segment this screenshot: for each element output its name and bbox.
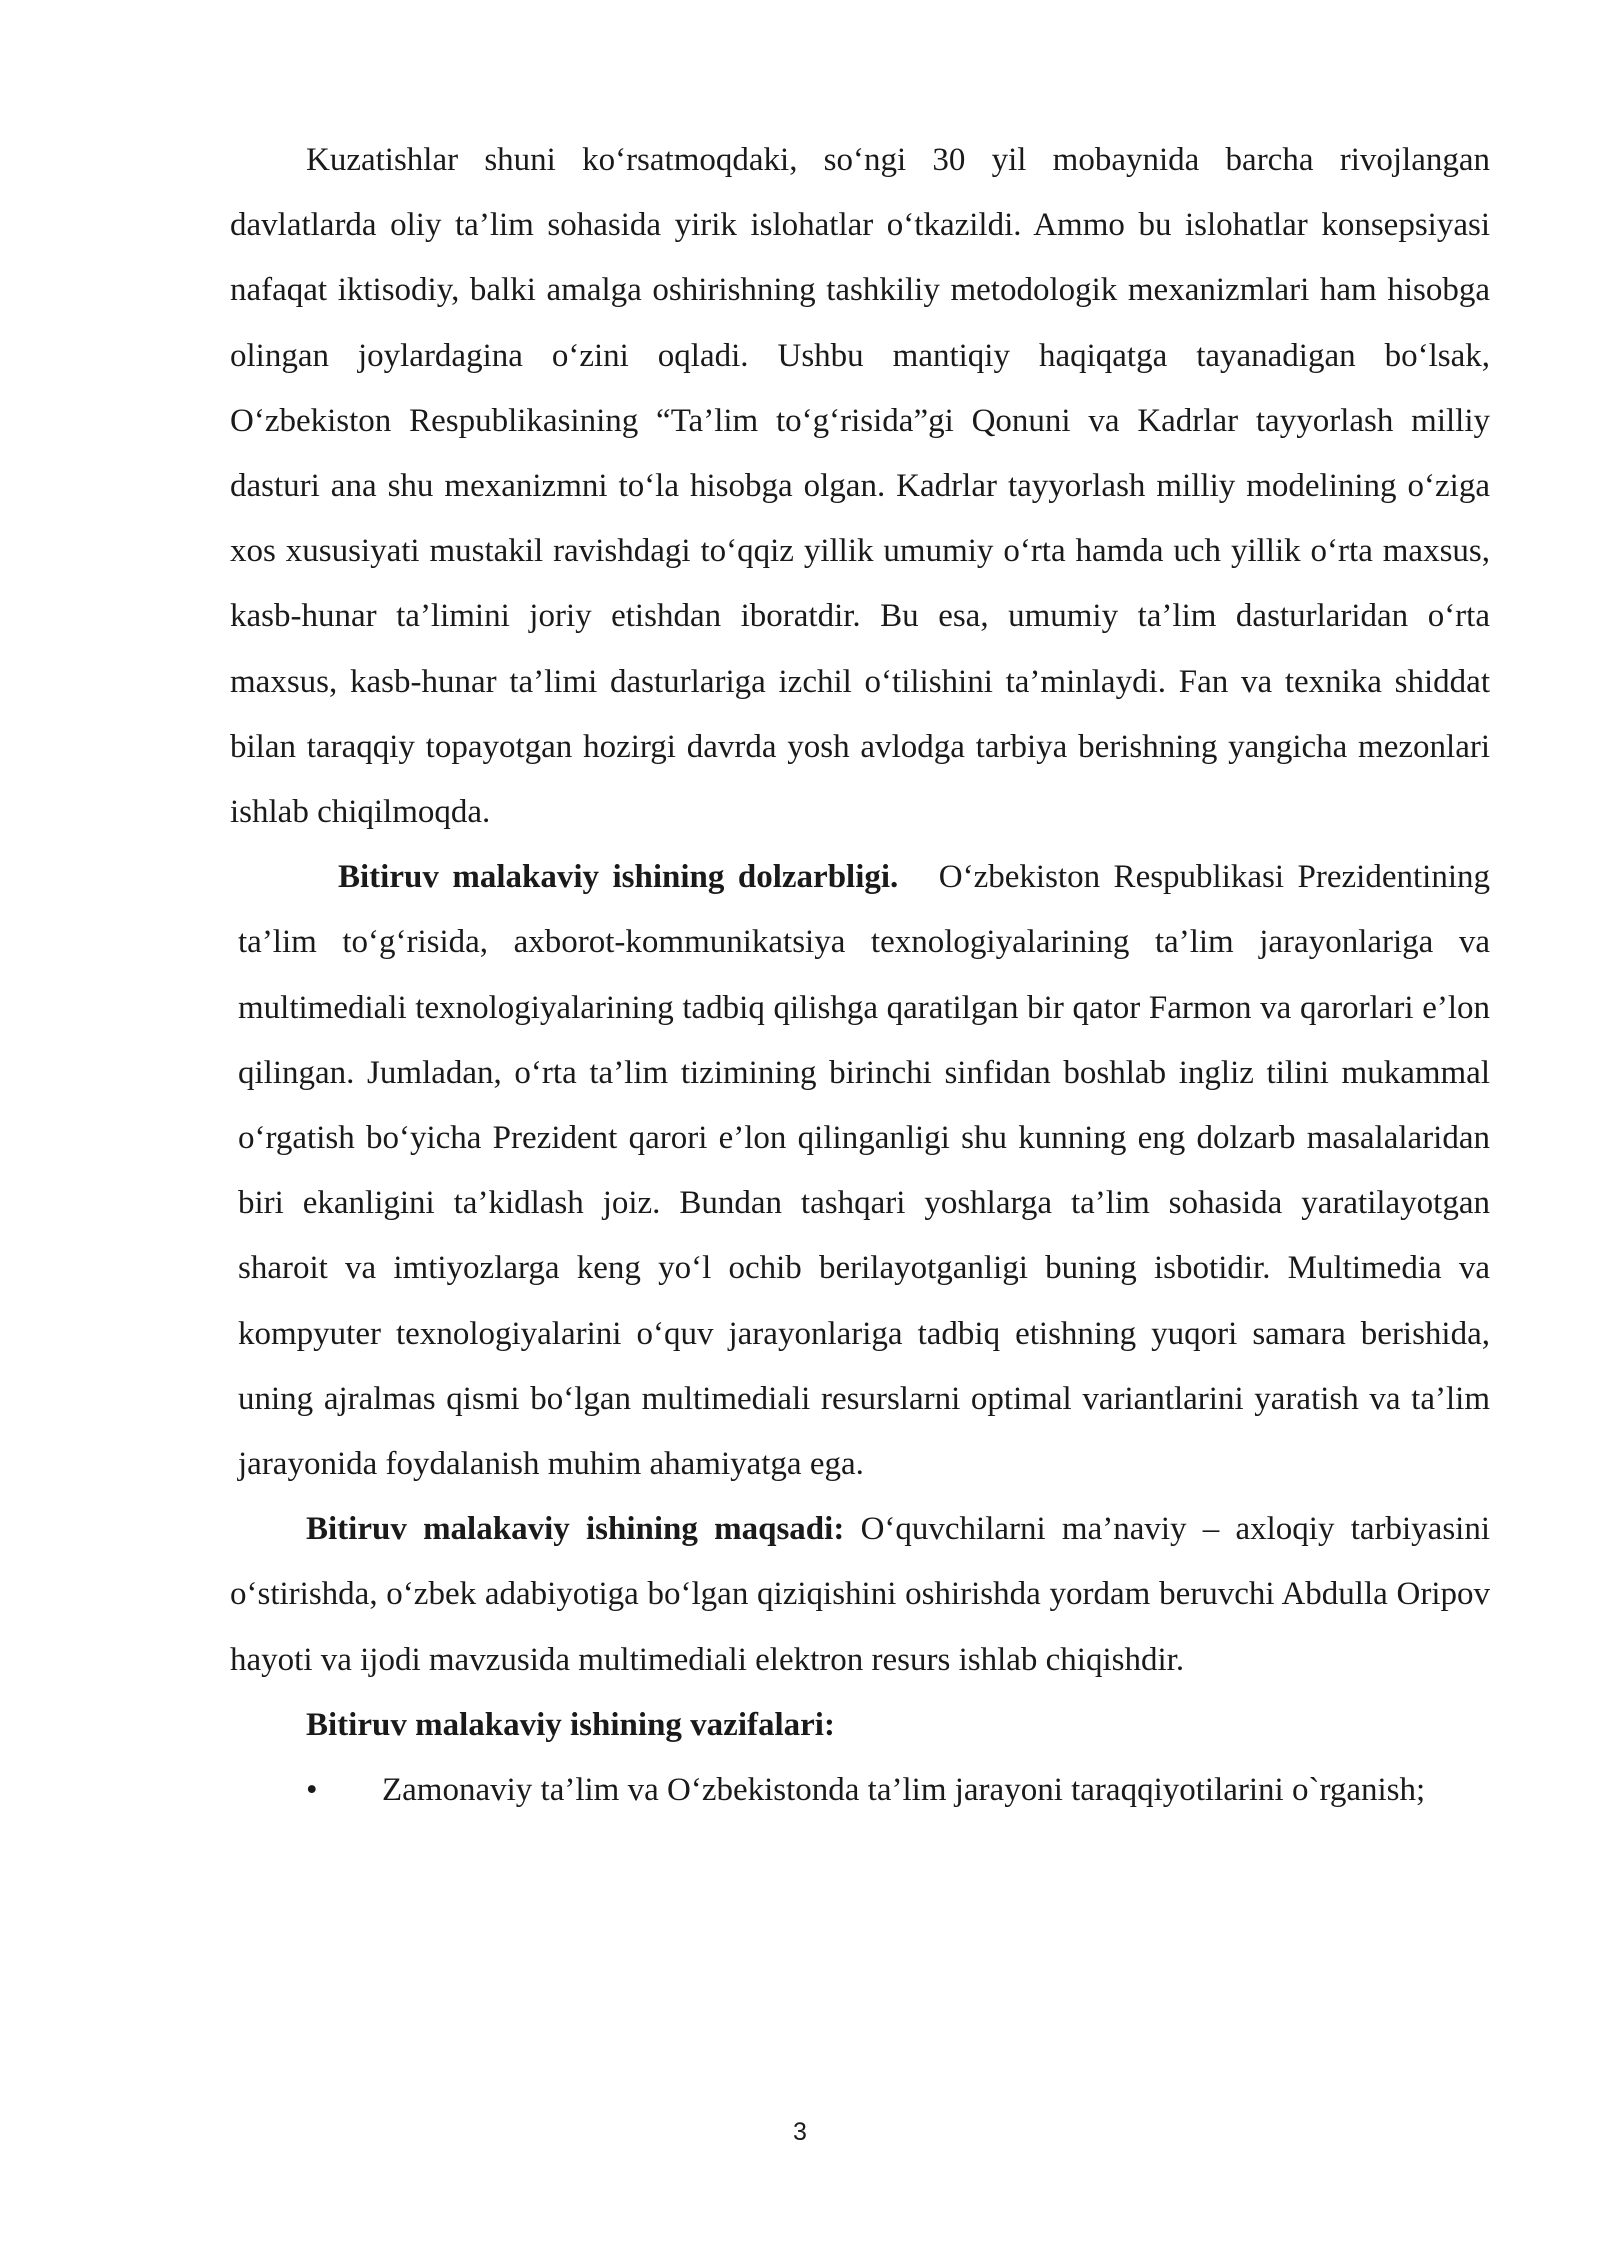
paragraph-relevance xyxy=(230,845,1490,1497)
page-number: 3 xyxy=(793,2118,807,2146)
paragraph-goal xyxy=(230,1497,1490,1693)
document-page xyxy=(230,128,1490,1823)
bullet-icon: • xyxy=(306,1772,318,1809)
paragraph-intro xyxy=(230,128,1490,845)
relevance-heading: Bitiruv malakaviy ishining dolzarbligi. xyxy=(338,859,899,896)
list-item-text: Zamonaviy ta’lim va O‘zbekistonda ta’lim jarayoni taraqqiyotilarini o`rganish; xyxy=(382,1772,1426,1809)
paragraph-tasks xyxy=(230,1693,1490,1758)
list-item xyxy=(230,1758,1490,1823)
paragraph-intro-text: Kuzatishlar shuni ko‘rsatmoqdaki, so‘ngi 30 yil mobaynida barcha rivojlangan davlatlarda oliy ta’lim sohasida yirik islohatlar o‘tkazildi. Ammo bu islohatlar konsepsiyasi nafaqat iktisodiy, balki amalga oshirishning tashkiliy metodologik mexanizmlari ham hisobga olingan joylardagina o‘zini oqladi. Ushbu mantiqiy haqiqatga tayanadigan bo‘lsak, O‘zbekiston Respublikasining “Ta’lim to‘g‘risida”gi Qonuni va Kadrlar tayyorlash milliy dasturi ana shu mexanizmni to‘la hisobga olgan. Kadrlar tayyorlash milliy modelining o‘ziga xos xususiyati mustakil ravishdagi to‘qqiz yillik umumiy o‘rta hamda uch yillik o‘rta maxsus, kasb-hunar ta’limini joriy etishdan iboratdir. Bu esa, umumiy ta’lim dasturlaridan o‘rta maxsus, kasb-hunar ta’limi dasturlariga izchil o‘tilishini ta’minlaydi. Fan va texnika shiddat bilan taraqqiy topayotgan hozirgi davrda yosh avlodga tarbiya berishning yangicha mezonlari ishlab chiqilmoqda. xyxy=(230,142,1490,831)
goal-text: O‘quvchilarni ma’naviy – axloqiy tarbiyasini o‘stirishda, o‘zbek adabiyotiga bo‘lgan qiziqishini oshirishda yordam beruvchi Abdulla Oripov hayoti va ijodi mavzusida multimediali elektron resurs ishlab chiqishdir. xyxy=(230,1511,1491,1678)
tasks-heading: Bitiruv malakaviy ishining vazifalari: xyxy=(306,1706,835,1743)
relevance-text: O‘zbekiston Respublikasi Prezidentining ta’lim to‘g‘risida, axborot-kommunikatsiya texnologiyalarining ta’lim jarayonlariga va multimediali texnologiyalarining tadbiq qilishga qaratilgan bir qator Farmon va qarorlari e’lon qilingan. Jumladan, o‘rta ta’lim tizimining birinchi sinfidan boshlab ingliz tilini mukammal o‘rgatish bo‘yicha Prezident qarori e’lon qilinganligi shu kunning eng dolzarb masalalaridan biri ekanligini ta’kidlash joiz. Bundan tashqari yoshlarga ta’lim sohasida yaratilayotgan sharoit va imtiyozlarga keng yo‘l ochib berilayotganligi buning isbotidir. Multimedia va kompyuter texnologiyalarini o‘quv jarayonlariga tadbiq etishning yuqori samara berishida, uning ajralmas qismi bo‘lgan multimediali resurslarni optimal variantlarini yaratish va ta’lim jarayonida foydalanish muhim ahamiyatga ega. xyxy=(238,859,1490,1483)
goal-heading: Bitiruv malakaviy ishining maqsadi: xyxy=(306,1511,845,1548)
